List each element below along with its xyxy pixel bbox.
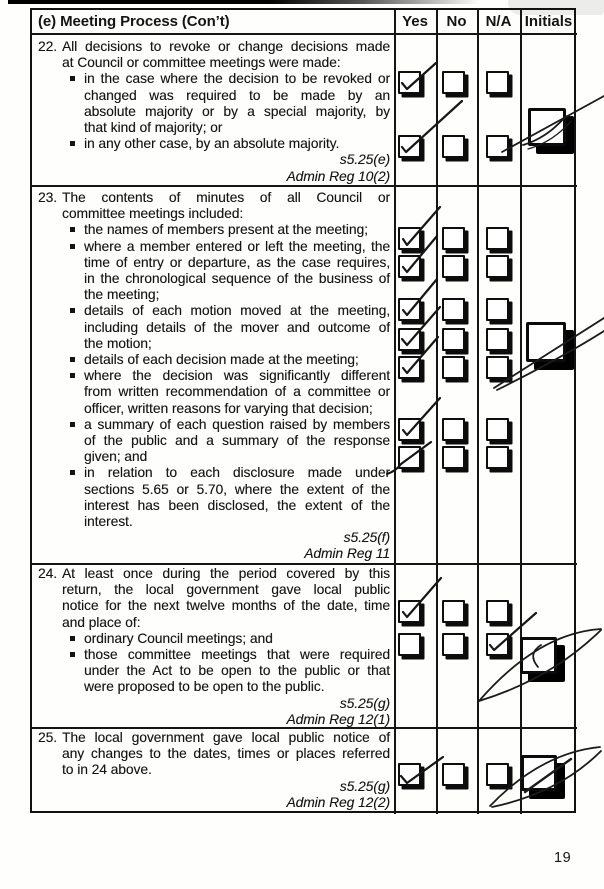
checkbox-23-5-na[interactable] <box>486 356 509 379</box>
checkbox-25-1-yes[interactable] <box>398 763 421 786</box>
checkbox-22-2-na[interactable] <box>486 135 509 158</box>
text-line: a summary of each question raised by members <box>84 416 390 432</box>
text-line: changed was required to be made by an <box>84 87 390 103</box>
initials-box-22[interactable] <box>528 108 566 146</box>
checkbox-22-1-no[interactable] <box>442 71 465 94</box>
item-23 <box>38 190 390 563</box>
checkbox-23-4-yes[interactable] <box>398 328 421 351</box>
text-line: in the case where the decision to be revoked or <box>84 71 390 87</box>
text-line: given; and <box>84 449 148 465</box>
checkbox-23-5-no[interactable] <box>442 356 465 379</box>
item-number: 25. <box>38 730 58 745</box>
column-header-yes: Yes <box>402 13 428 30</box>
text-line: and place of: <box>62 614 141 630</box>
scan-artifact-top-streak <box>8 0 480 4</box>
text-line: where the decision was significantly different <box>84 368 390 384</box>
text-line: ordinary Council meetings; and <box>84 630 273 646</box>
text-line: where a member entered or left the meeting, the <box>84 238 390 254</box>
text-line: interest has been disclosed, the extent of the <box>84 497 390 513</box>
checkbox-22-2-no[interactable] <box>442 135 465 158</box>
regulation-ref: Admin Reg 10(2) <box>286 168 390 184</box>
text-line: the names of members present at the meeting; <box>84 222 368 238</box>
checkbox-23-6-na[interactable] <box>486 418 509 441</box>
column-line-yes <box>394 8 396 814</box>
bullet <box>84 136 390 152</box>
statute-ref: s5.25(e) <box>339 152 390 168</box>
row-line-header <box>30 33 577 35</box>
text-line: to in 24 above. <box>62 762 152 778</box>
text-line: interest. <box>84 514 133 530</box>
item-24 <box>38 566 390 728</box>
regulation-ref: Admin Reg 12(1) <box>286 711 390 727</box>
text-line: were proposed to be open to the public. <box>84 679 325 695</box>
bullet <box>84 647 390 696</box>
text-line: notice for the next twelve months of the date, time <box>62 598 390 614</box>
text-line: from written recommendation of a committee or <box>84 384 390 400</box>
text-line: All decisions to revoke or change decisions made <box>62 39 390 54</box>
column-line-initials <box>520 8 522 814</box>
bullet <box>84 222 390 238</box>
checkbox-23-2-no[interactable] <box>442 255 465 278</box>
text-line: in relation to each disclosure made under <box>84 465 390 481</box>
item-22 <box>38 39 390 185</box>
checkbox-23-3-no[interactable] <box>442 298 465 321</box>
bullet-square-icon <box>70 227 75 232</box>
text-line: including details of the mover and outcome of <box>84 319 390 335</box>
bullet <box>84 631 390 647</box>
statute-ref: s5.25(g) <box>339 695 390 711</box>
bullet-square-icon <box>70 76 75 81</box>
checkbox-23-5-yes[interactable] <box>398 356 421 379</box>
checkbox-24-1-na[interactable] <box>486 600 509 623</box>
bullet <box>84 352 390 368</box>
checkbox-25-1-no[interactable] <box>442 763 465 786</box>
bullet <box>84 368 390 417</box>
text-line: sections 5.65 or 5.70, where the extent of the <box>84 481 390 497</box>
bullet <box>84 303 390 352</box>
checkbox-24-1-no[interactable] <box>442 600 465 623</box>
item-25 <box>38 730 390 811</box>
text-line: the meeting; <box>84 287 160 303</box>
text-line: in the chronological sequence of the business of <box>84 271 390 287</box>
text-line: The contents of minutes of all Council or <box>62 190 390 205</box>
regulation-ref: Admin Reg 12(2) <box>286 794 390 810</box>
checkbox-23-4-no[interactable] <box>442 328 465 351</box>
initials-box-23[interactable] <box>526 322 566 362</box>
row-line-22-23 <box>30 185 577 187</box>
bullet-square-icon <box>70 636 75 641</box>
initials-box-25[interactable] <box>521 755 557 791</box>
bullet-square-icon <box>70 308 75 313</box>
text-line: absolute majority or by a special majority, by <box>84 103 390 119</box>
checkbox-24-2-yes[interactable] <box>398 633 421 656</box>
item-number: 24. <box>38 566 58 581</box>
text-line: under the Act to be open to the public or that <box>84 663 390 679</box>
text-line: officer, written reasons for varying that decision; <box>84 400 373 416</box>
checkbox-23-1-no[interactable] <box>442 227 465 250</box>
text-line: of the public and a summary of the response <box>84 433 390 449</box>
text-line: At least once during the period covered by this <box>62 566 390 581</box>
text-line: the motion; <box>84 335 152 351</box>
section-title: (e) Meeting Process (Con’t) <box>38 13 230 30</box>
text-line: return, the local government gave local public <box>62 582 390 598</box>
checkbox-23-7-na[interactable] <box>486 446 509 469</box>
column-line-no <box>436 8 438 814</box>
text-line: details of each motion moved at the meeting, <box>84 303 390 319</box>
column-header-initials: Initials <box>524 13 573 30</box>
bullet <box>84 417 390 466</box>
item-number: 23. <box>38 190 58 205</box>
column-line-na <box>477 8 479 814</box>
column-header-no: No <box>446 13 467 30</box>
bullet <box>84 465 390 530</box>
bullet-square-icon <box>70 244 75 249</box>
column-header-na: N/A <box>485 13 512 30</box>
checkbox-23-3-na[interactable] <box>486 298 509 321</box>
checkbox-23-6-no[interactable] <box>442 418 465 441</box>
bullet-square-icon <box>70 357 75 362</box>
checkbox-23-6-yes[interactable] <box>398 418 421 441</box>
initials-box-24[interactable] <box>520 637 557 674</box>
text-line: details of each decision made at the meeting; <box>84 352 359 368</box>
checkbox-22-1-yes[interactable] <box>398 71 421 94</box>
checkbox-22-1-na[interactable] <box>486 71 509 94</box>
statute-ref: s5.25(g) <box>339 778 390 794</box>
bullet <box>84 239 390 304</box>
checkbox-23-2-yes[interactable] <box>398 255 421 278</box>
page-number: 19 <box>554 850 572 866</box>
text-line: those committee meetings that were required <box>84 647 390 663</box>
checkbox-22-2-yes[interactable] <box>398 135 421 158</box>
statute-ref: s5.25(f) <box>343 530 390 546</box>
bullet-square-icon <box>70 652 75 657</box>
bullet-square-icon <box>70 141 75 146</box>
regulation-ref: Admin Reg 11 <box>304 546 390 562</box>
bullet <box>84 71 390 136</box>
checkbox-23-1-yes[interactable] <box>398 227 421 250</box>
bullet-square-icon <box>70 422 75 427</box>
text-line: time of entry or departure, as the case requires, <box>84 254 390 270</box>
checkbox-23-1-na[interactable] <box>486 227 509 250</box>
text-line: at Council or committee meetings were made: <box>62 55 341 71</box>
checkbox-23-7-no[interactable] <box>442 446 465 469</box>
checkbox-24-2-no[interactable] <box>442 633 465 656</box>
text-line: any changes to the dates, times or places referred <box>62 746 390 762</box>
checkbox-23-7-yes[interactable] <box>398 446 421 469</box>
row-line-23-24 <box>30 563 577 565</box>
text-line: committee meetings included: <box>62 206 244 222</box>
checkbox-23-4-na[interactable] <box>486 328 509 351</box>
text-line: in any other case, by an absolute majority. <box>84 136 340 152</box>
checkbox-24-2-na[interactable] <box>486 633 509 656</box>
checkbox-23-3-yes[interactable] <box>398 298 421 321</box>
item-number: 22. <box>38 39 58 54</box>
checkbox-25-1-na[interactable] <box>486 763 509 786</box>
checkbox-23-2-na[interactable] <box>486 255 509 278</box>
text-line: that kind of majority; or <box>84 120 223 136</box>
bullet-square-icon <box>70 373 75 378</box>
bullet-square-icon <box>70 470 75 475</box>
text-line: The local government gave local public notice of <box>62 730 390 745</box>
checkbox-24-1-yes[interactable] <box>398 600 421 623</box>
